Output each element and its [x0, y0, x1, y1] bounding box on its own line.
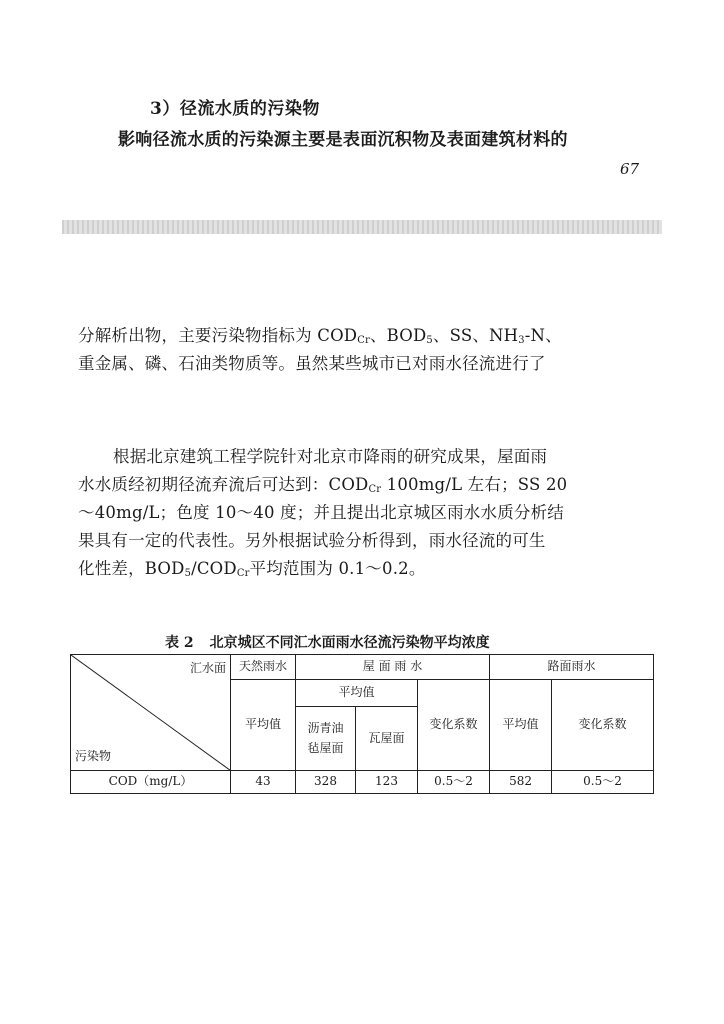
header-tile-roof: 瓦屋面: [356, 706, 418, 770]
body-line: 重金属、磷、石油类物质等。虽然某些城市已对雨水径流进行了: [78, 354, 546, 373]
body-line: 根据北京建筑工程学院针对北京市降雨的研究成果，屋面雨: [113, 447, 548, 466]
header-road-avg: 平均值: [490, 679, 552, 770]
header-roof-variation: 变化系数: [418, 679, 490, 770]
body-line: 影响径流水质的污染源主要是表面沉积物及表面建筑材料的: [118, 130, 568, 150]
body-line: 果具有一定的代表性。另外根据试验分析得到，雨水径流的可生: [78, 531, 546, 550]
page-number: 67: [620, 160, 640, 178]
header-road-variation: 变化系数: [552, 679, 654, 770]
header-road-rain: 路面雨水: [490, 655, 654, 680]
corner-header-pollutant: 污染物: [75, 748, 112, 763]
corner-header-catchment: 汇水面: [189, 661, 226, 675]
cell-road-variation: 0.5～2: [552, 771, 654, 794]
header-asphalt-felt-roof: 沥青油 毡屋面: [296, 706, 356, 770]
cell-tile-avg: 123: [356, 771, 418, 794]
pollutant-table: [70, 654, 653, 794]
row-label-cod: COD（mg/L）: [71, 771, 231, 794]
header-natural-avg: 平均值: [231, 679, 296, 770]
header-natural-rain: 天然雨水: [231, 655, 296, 680]
cell-roof-variation: 0.5～2: [418, 771, 490, 794]
header-roof-rain: 屋 面 雨 水: [296, 655, 490, 680]
table-corner-cell: [71, 655, 231, 771]
table-caption: 表 2 北京城区不同汇水面雨水径流污染物平均浓度: [165, 635, 490, 651]
header-roof-avg-group: 平均值: [296, 679, 418, 706]
cell-asphalt-avg: 328: [296, 771, 356, 794]
body-line: ～40mg/L；色度 10～40 度；并且提出北京城区雨水水质分析结: [78, 503, 565, 522]
section-heading: 3）径流水质的污染物: [150, 99, 320, 119]
cell-road-avg: 582: [490, 771, 552, 794]
body-line: 化性差，$BOD_5/COD_{Cr}$平均范围为 0.1～0.2。: [78, 559, 426, 579]
page-divider: [62, 220, 662, 234]
body-line: 分解析出物，主要污染物指标为 $COD_{Cr}$、$BOD_5$、SS、$NH_3-N$、: [78, 326, 562, 346]
cell-natural-avg: 43: [231, 771, 296, 794]
body-line: 水水质经初期径流弃流后可达到：$COD_{Cr}$ 100mg/L 左右；SS 20: [78, 475, 568, 495]
